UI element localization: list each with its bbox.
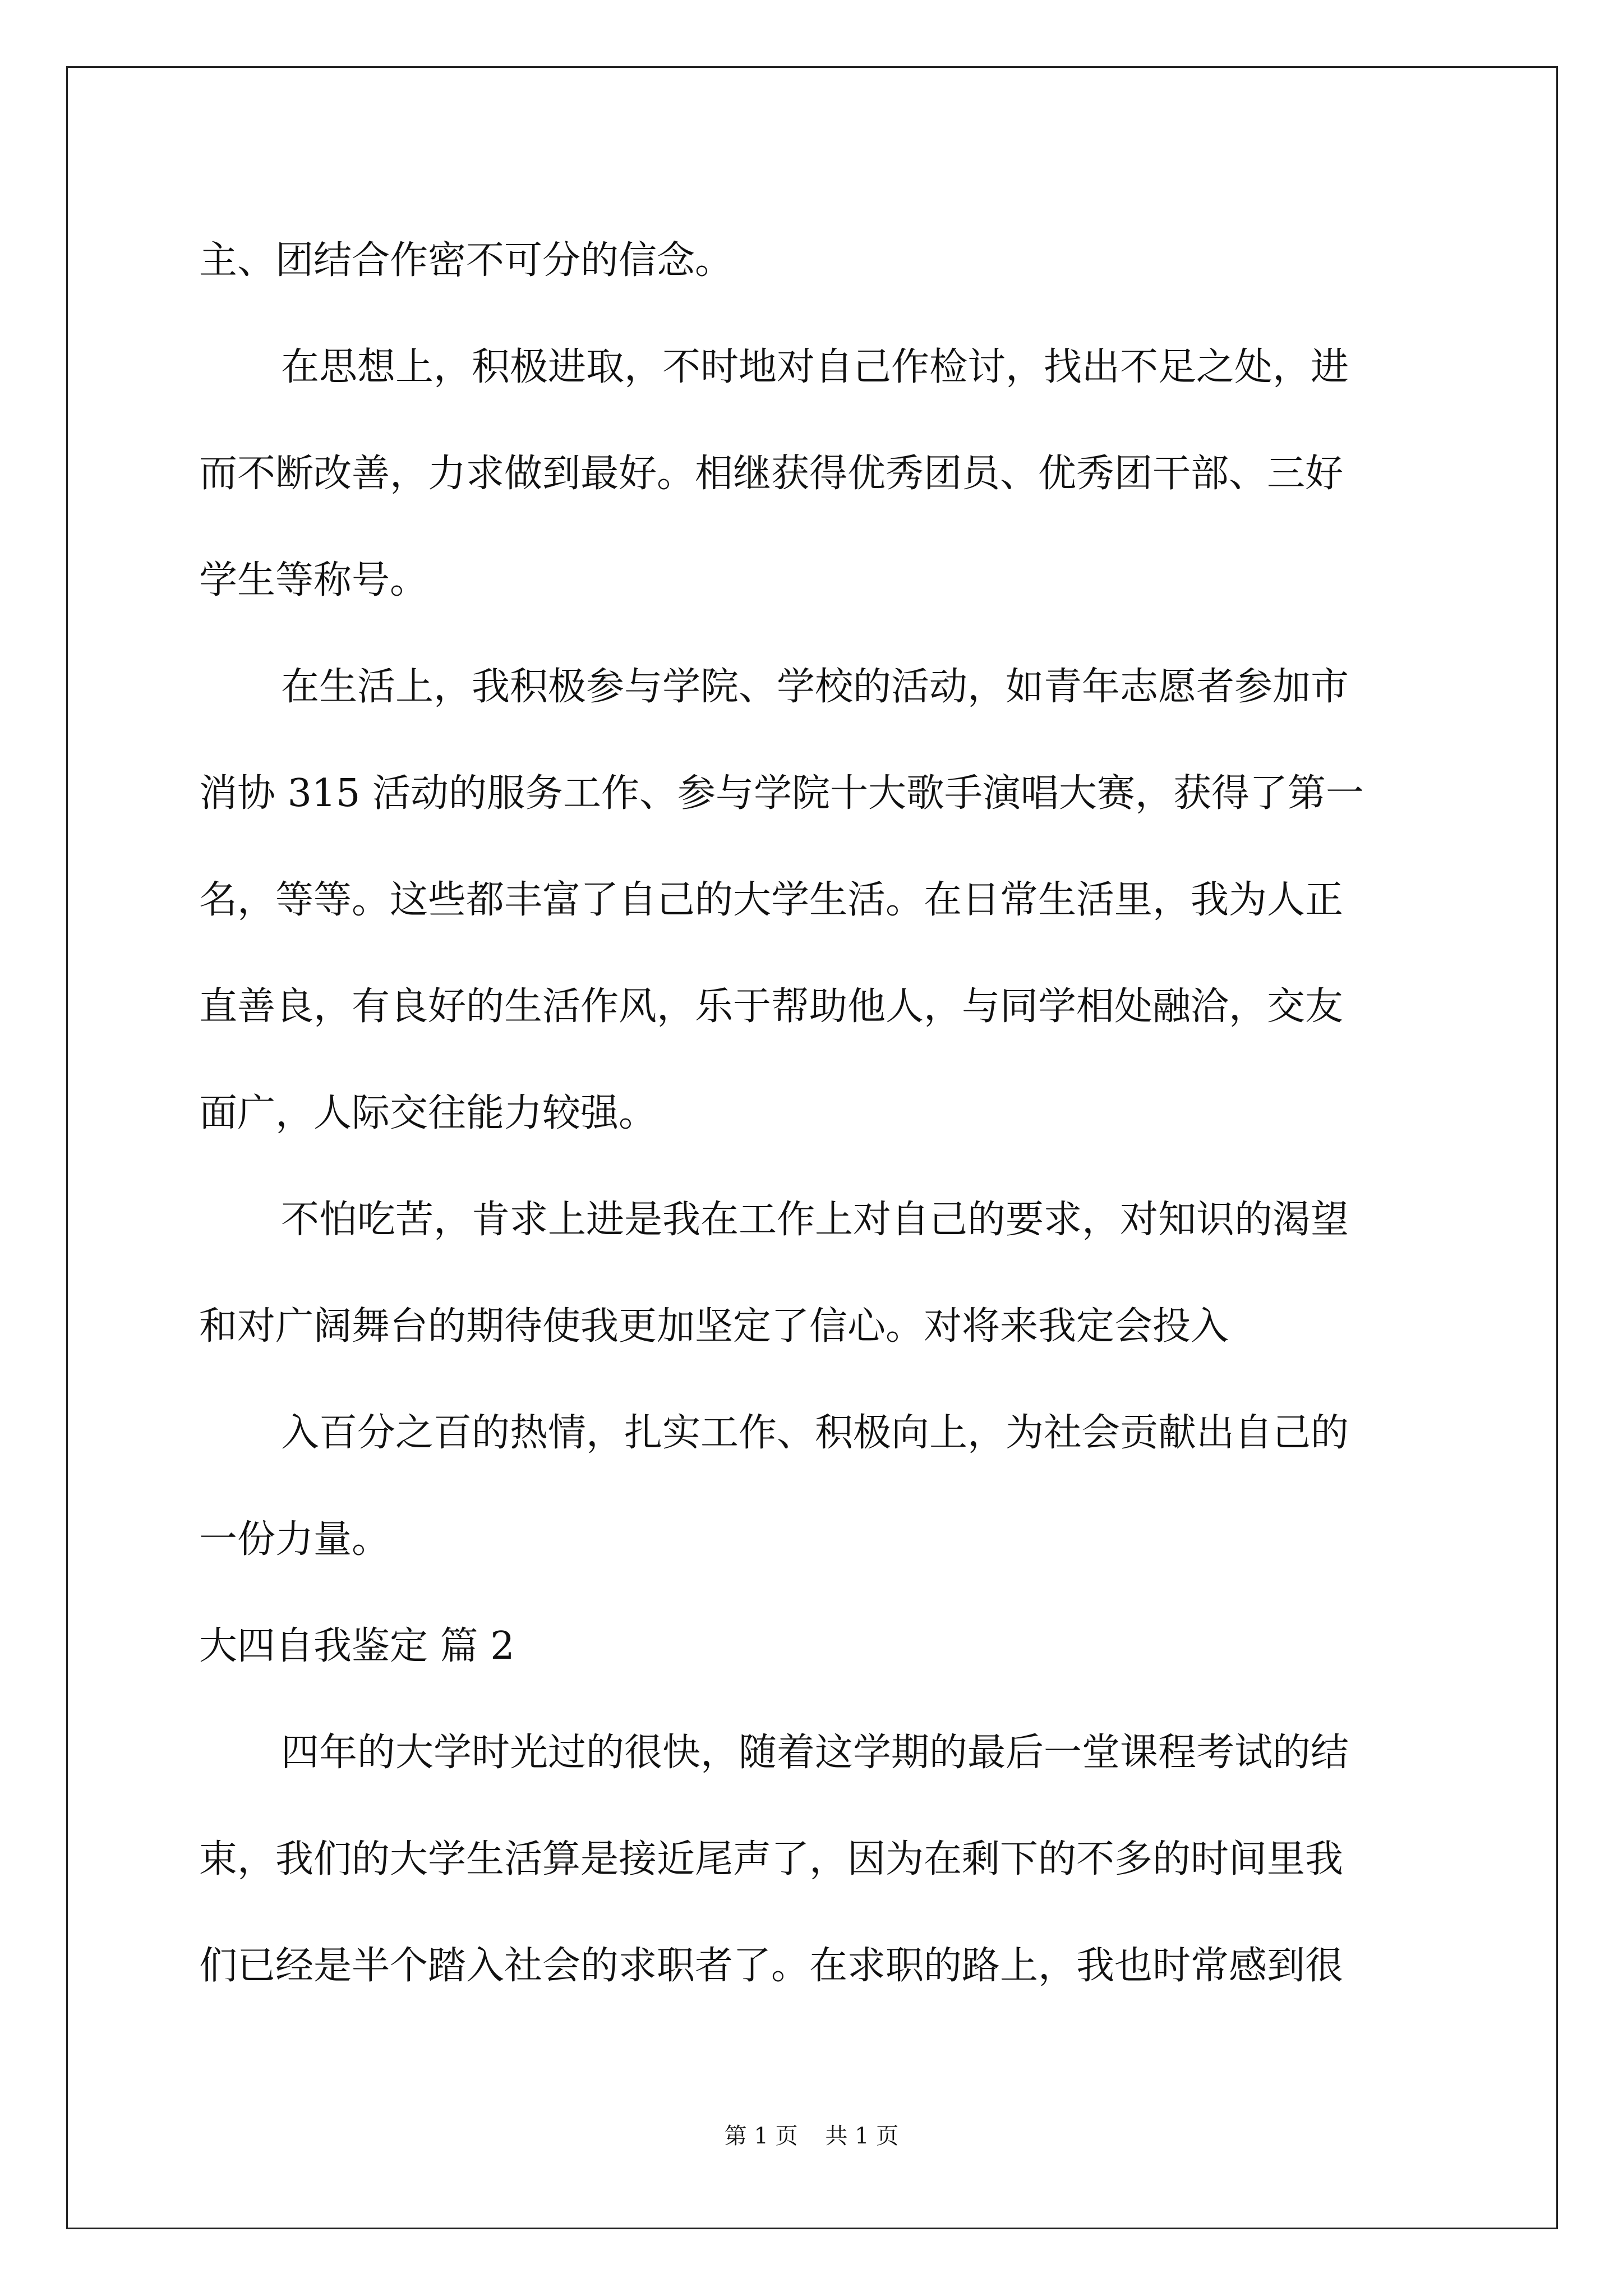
text-line: 束，我们的大学生活算是接近尾声了，因为在剩下的不多的时间里我 — [199, 1837, 1344, 1881]
page-number-total: 共 1 页 — [825, 2123, 899, 2149]
page-number-current: 第 1 页 — [724, 2123, 798, 2149]
page-footer — [0, 2119, 1623, 2153]
text-line: 主、团结合作密不可分的信念。 — [199, 238, 734, 283]
text-line: 消协 315 活动的服务工作、参与学院十大歌手演唱大赛，获得了第一 — [199, 771, 1364, 816]
text-line: 和对广阔舞台的期待使我更加坚定了信心。对将来我定会投入 — [199, 1304, 1229, 1349]
text-line: 们已经是半个踏入社会的求职者了。在求职的路上，我也时常感到很 — [199, 1944, 1344, 1988]
section-heading: 大四自我鉴定 篇 2 — [199, 1624, 515, 1668]
paragraph-first-line: 入百分之百的热情，扎实工作、积极向上，为社会贡献出自己的 — [281, 1411, 1349, 1455]
paragraph-first-line: 在思想上，积极进取，不时地对自己作检讨，找出不足之处，进 — [281, 345, 1349, 389]
text-line: 一份力量。 — [199, 1517, 390, 1562]
text-line: 名，等等。这些都丰富了自己的大学生活。在日常生活里，我为人正 — [199, 878, 1344, 922]
text-line: 直善良，有良好的生活作风，乐于帮助他人，与同学相处融洽，交友 — [199, 984, 1344, 1029]
text-line: 学生等称号。 — [199, 558, 428, 602]
text-line: 面广，人际交往能力较强。 — [199, 1091, 657, 1135]
document-body — [199, 208, 1427, 2019]
paragraph-first-line: 不怕吃苦，肯求上进是我在工作上对自己的要求，对知识的渴望 — [281, 1198, 1349, 1242]
text-line: 而不断改善，力求做到最好。相继获得优秀团员、优秀团干部、三好 — [199, 452, 1344, 496]
paragraph-first-line: 在生活上，我积极参与学院、学校的活动，如青年志愿者参加市 — [281, 665, 1349, 709]
paragraph-first-line: 四年的大学时光过的很快，随着这学期的最后一堂课程考试的结 — [281, 1731, 1349, 1775]
